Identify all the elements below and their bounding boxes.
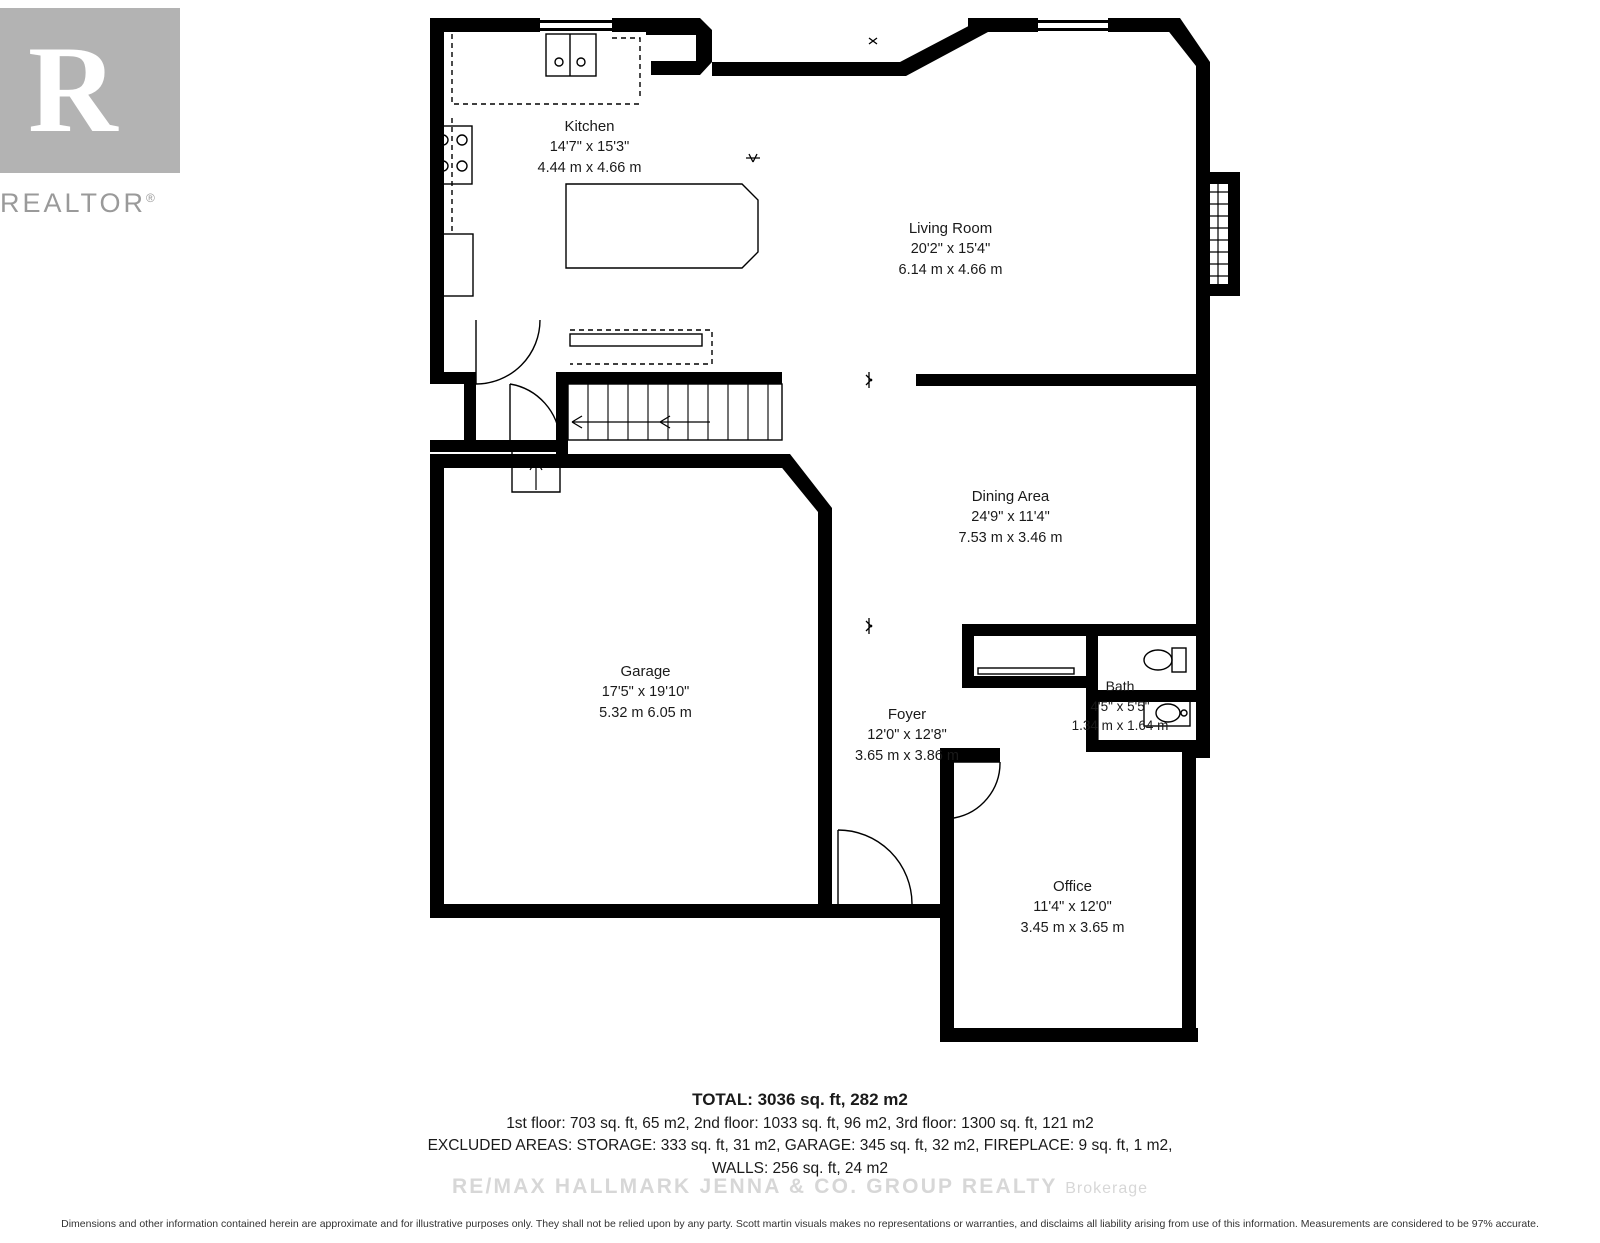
wall-top-seg2 [612,18,652,32]
window-kitchen-outer [540,20,612,23]
door-pantry-swing [476,320,540,384]
room-dim-metric-dining-area: 7.53 m x 3.46 m [958,529,1063,546]
door-garage-foyer-line [836,907,884,910]
window-office-1-outer [962,1031,1022,1034]
wall-pantry-east [464,372,476,450]
room-label-garage [543,661,748,723]
wall-stair-north [556,372,782,384]
watermark-suffix: Brokerage [1065,1180,1149,1197]
room-dim-imperial-foyer: 12'0" x 12'8" [867,727,947,744]
room-dim-imperial-bath: 4'5" x 5'5" [1090,698,1150,714]
wall-kitchen-west [430,18,500,380]
floor-breakdown: 1st floor: 703 sq. ft, 65 m2, 2nd floor: 1033 sq. ft, 96 m2, 3rd floor: 1300 sq. ft, 121 m2 [506,1115,1094,1132]
burner-2 [457,135,467,145]
wall-living-south-b [1144,374,1196,386]
room-name-office: Office [1053,878,1092,895]
window-dining-2-outer [1199,490,1202,570]
tick-dining-south [866,618,872,634]
area-summary [0,1090,1600,1180]
tick-kitchen-east [746,154,760,162]
room-dim-metric-foyer: 3.65 m x 3.86 m [855,747,959,764]
window-dining-1-outer [1199,410,1202,470]
wall-kitchen-diagonal-corner [646,18,712,75]
window-dining-1-inner [1205,410,1208,470]
closet-shelf [978,668,1074,674]
tick-top [869,38,877,44]
wall-living-east-mid [1196,288,1210,388]
door-office-swing [954,762,1000,818]
stairs-run [568,384,782,440]
room-label-office [970,876,1175,938]
stair-direction-arrow [572,416,710,428]
room-name-kitchen: Kitchen [564,118,615,135]
room-label-dining-area [908,486,1113,548]
kitchen-sink [546,34,596,76]
room-dim-metric-living-room: 6.14 m x 4.66 m [898,261,1003,278]
garage-door-inner [452,913,808,916]
wall-living-bay-diag-right [1166,18,1210,180]
wall-bath-south [1086,740,1198,752]
dimension-ticks [746,38,877,634]
room-name-foyer: Foyer [887,706,927,723]
toilet-bowl [1144,650,1172,670]
tick-living-south [866,372,872,388]
excluded-areas: EXCLUDED AREAS: STORAGE: 333 sq. ft, 31 m2, GARAGE: 345 sq. ft, 32 m2, FIREPLACE: 9 sq. ft, 1 m2, [427,1137,1173,1155]
room-name-living-room: Living Room [908,220,993,237]
room-name-dining-area: Dining Area [971,488,1050,505]
window-living-north-inner [722,72,888,75]
room-label-living-room [848,218,1053,280]
wall-foyer-post [906,904,918,918]
room-label-kitchen [487,116,692,178]
wall-office-east [1182,750,1196,1040]
toilet-tank [1172,648,1186,672]
watermark-brand: RE/MAX HALLMARK JENNA & CO. GROUP REALTY [451,1175,1058,1198]
room-dim-imperial-garage: 17'5" x 19'10" [601,684,690,701]
sink-drain-left [555,58,563,66]
wall-living-east-upper [1196,172,1210,296]
room-dim-imperial-dining-area: 24'9" x 11'4" [971,509,1050,526]
burner-4 [457,161,467,171]
registered-mark: ® [146,191,158,205]
room-dim-metric-bath: 1.34 m x 1.64 m [1071,718,1169,734]
window-office-1-inner [962,1037,1022,1040]
wall-living-bay-north-right [1108,18,1170,32]
wall-kitchen-north-left [430,18,500,32]
window-kitchen-inner [540,28,612,31]
window-office-3-inner [1106,1037,1166,1040]
wall-garage-west [430,454,444,918]
room-dim-imperial-living-room: 20'2" x 15'4" [910,241,991,258]
door-stair-swing [510,384,560,444]
landing-ledge [570,334,702,346]
landing-dashed [570,330,712,364]
realtor-logo-letter: R [28,21,118,158]
wall-foyer-south [832,904,940,918]
room-name-garage: Garage [620,663,671,680]
wall-fireplace-east [1228,172,1240,296]
window-dining-2-inner [1205,490,1208,570]
walls-area: WALLS: 256 sq. ft, 24 m2 [711,1159,889,1177]
room-label-bath [1040,677,1200,735]
window-office-3-outer [1106,1031,1166,1034]
room-label-foyer [808,704,1006,766]
wall-stair-south [430,440,560,452]
room-dim-metric-garage: 5.32 m 6.05 m [599,704,692,721]
window-office-2-outer [1036,1031,1096,1034]
kitchen-island [566,184,758,268]
wall-living-south-line [922,377,1040,380]
window-office-2-inner [1036,1037,1096,1040]
room-dim-imperial-kitchen: 14'7" x 15'3" [549,139,630,156]
room-name-bath: Bath [1105,678,1135,694]
disclaimer-text: Dimensions and other information contained herein are approximate and for illustrative purposes only. They shall not be relied upon by any party. Scott martin visuals makes no representations or warranties, and disclaims all liability arising from use of this information. Measurements are considered to be 97% accurate. [61,1218,1539,1230]
wall-living-bay-north-left [968,18,1038,32]
wall-garage-north [430,454,782,468]
window-living-north-outer [722,66,888,69]
window-bay-top-inner [1038,28,1108,31]
wall-top-seg1 [500,18,540,32]
garage-door-outer [452,907,808,910]
window-bay-top-outer [1038,20,1108,23]
room-dim-metric-office: 3.45 m x 3.65 m [1020,919,1125,936]
room-dim-imperial-office: 11'4" x 12'0" [1033,899,1112,916]
door-garage-foyer-swing [838,830,912,904]
stair-treads [588,384,768,440]
sink-drain-right [577,58,585,66]
realtor-wordmark-text: REALTOR [0,188,147,218]
cabinet-corner-dashed [612,38,640,96]
room-dim-metric-kitchen: 4.44 m x 4.66 m [537,159,642,176]
total-area: TOTAL: 3036 sq. ft, 282 m2 [692,1090,908,1109]
